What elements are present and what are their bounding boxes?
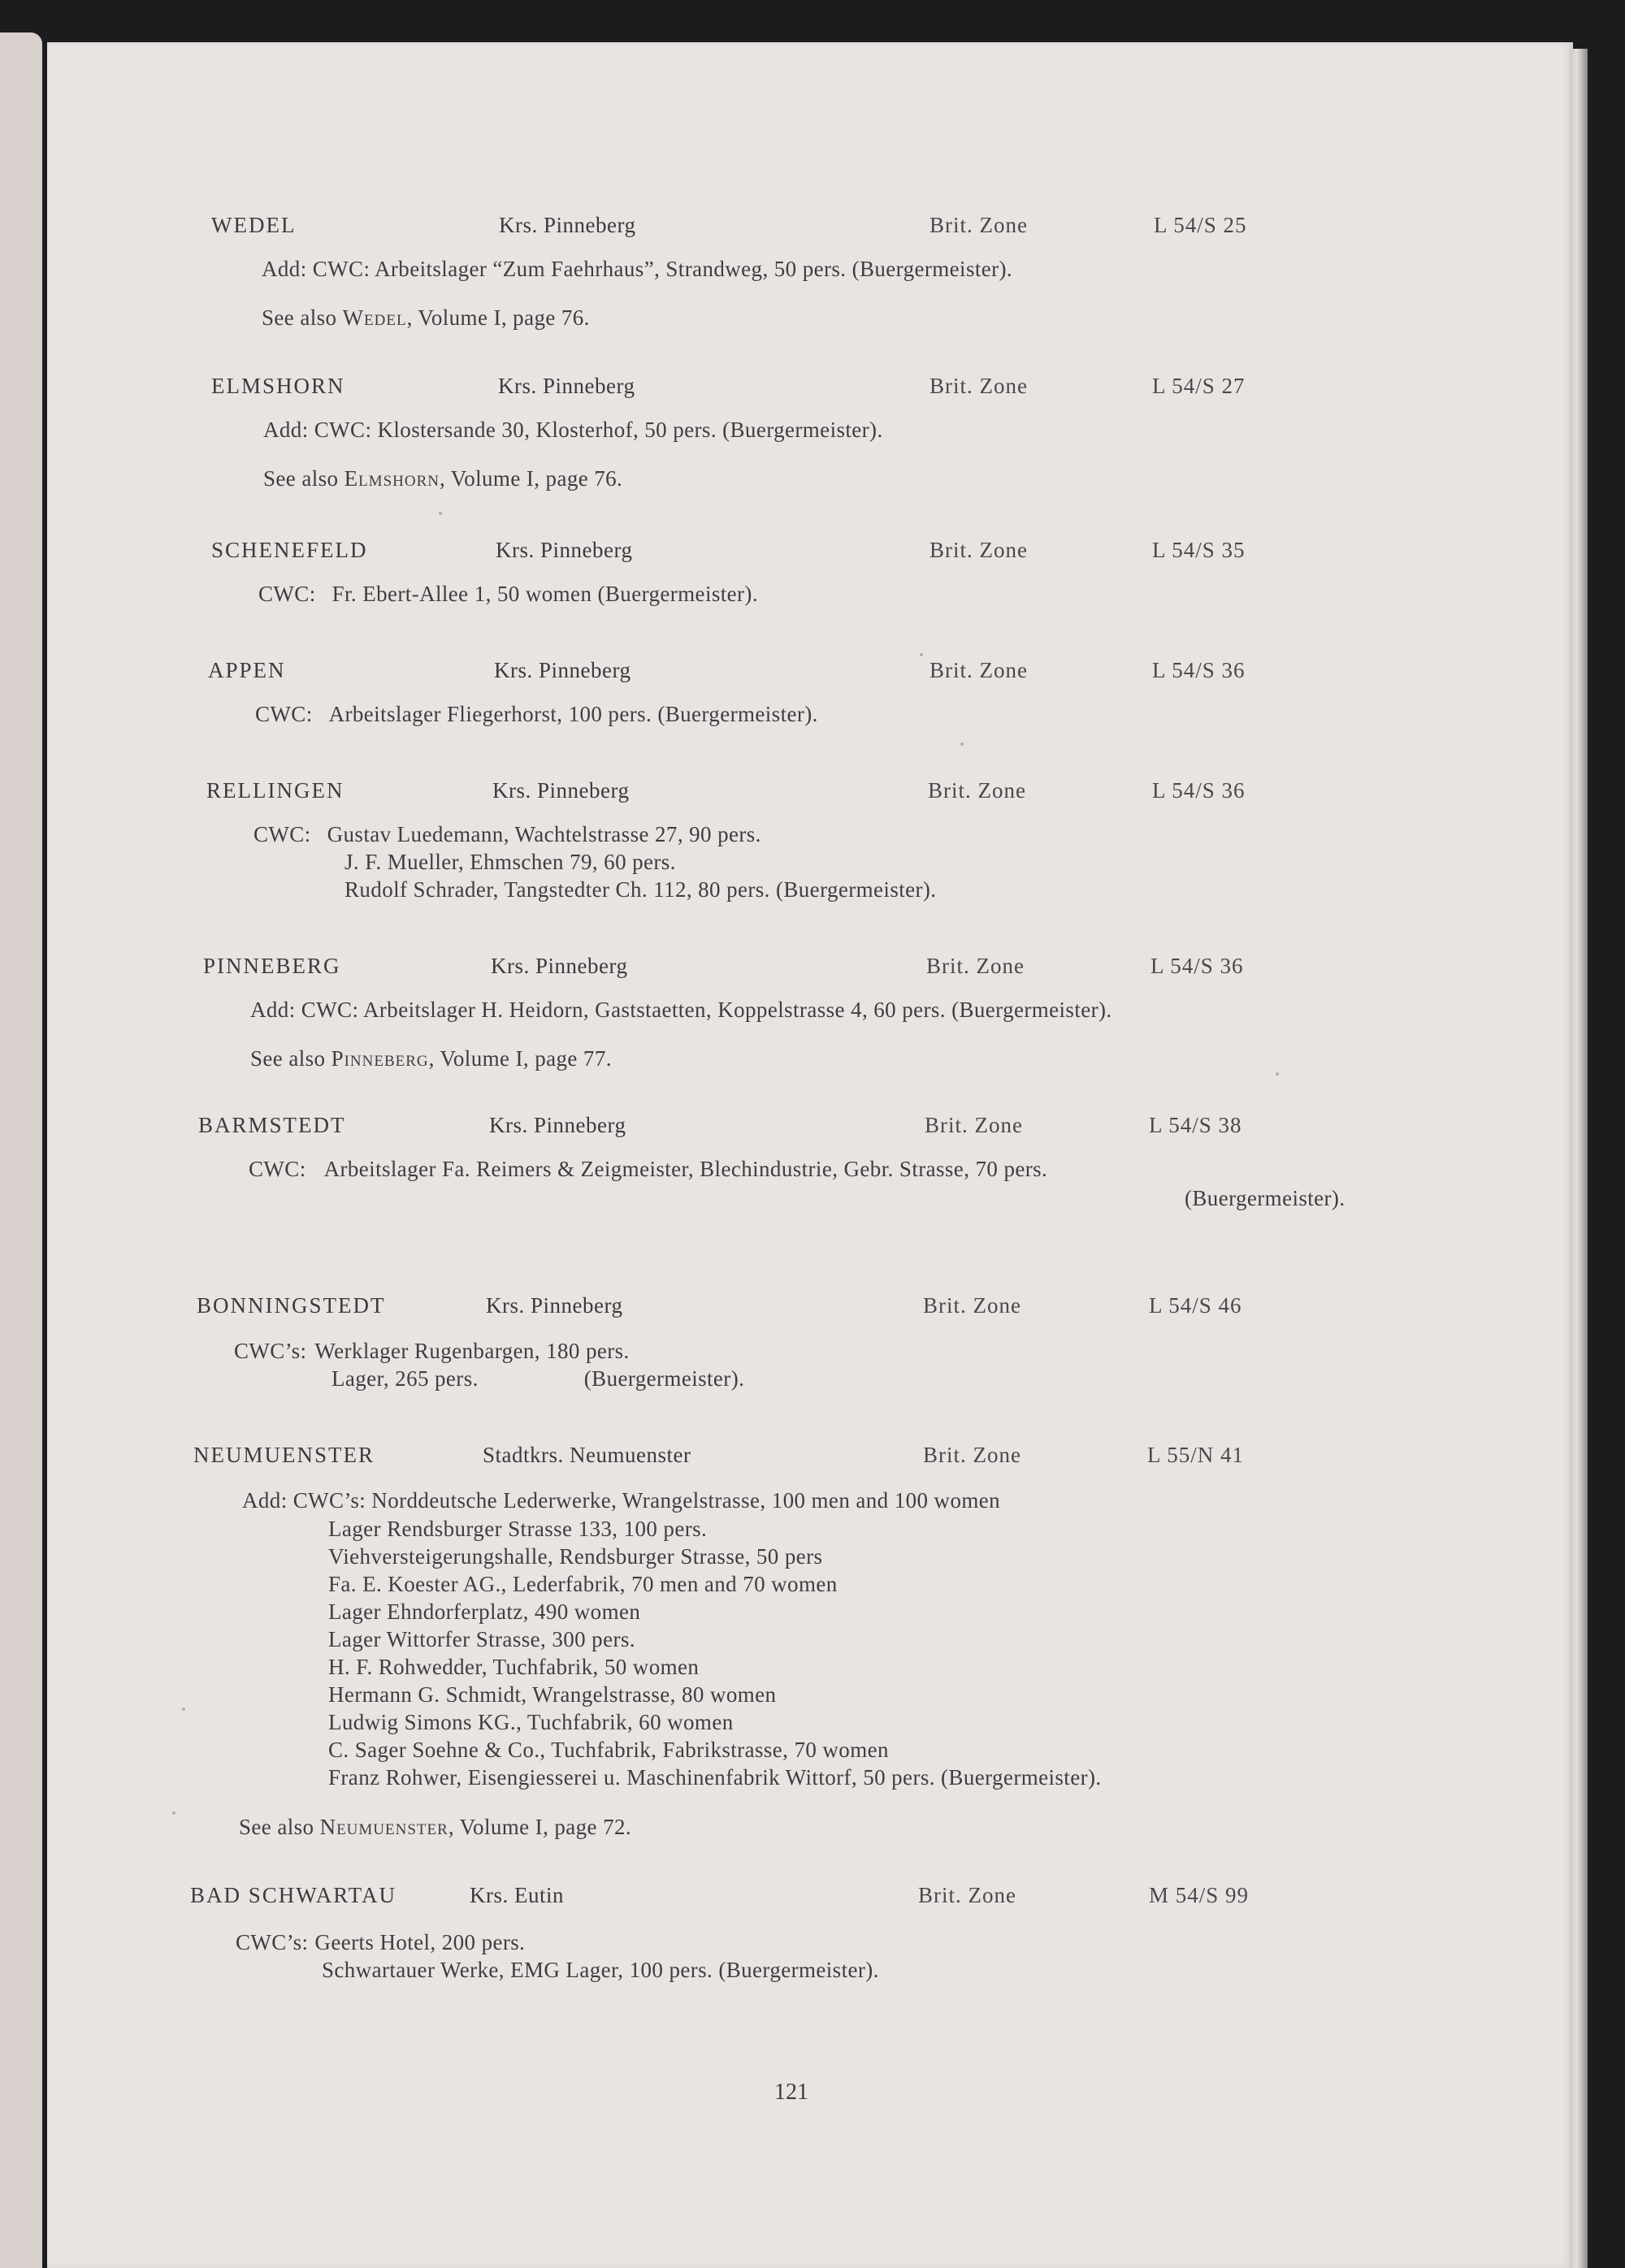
- entry-pinneberg: [47, 954, 1573, 1071]
- grid-reference: L 54/S 25: [1154, 213, 1247, 237]
- entry-line: Lager, 265 pers. (Buergermeister).: [332, 1366, 745, 1391]
- town-name: NEUMUENSTER: [193, 1443, 375, 1467]
- entry-line: CWC: Gustav Luedemann, Wachtelstrasse 27, 90 pers.: [254, 822, 761, 846]
- district: Krs. Pinneberg: [496, 538, 633, 562]
- town-name: WEDEL: [211, 213, 297, 237]
- grid-reference: L 54/S 36: [1152, 778, 1246, 803]
- paper-speck: [1276, 1072, 1279, 1076]
- grid-reference: L 54/S 35: [1152, 538, 1246, 562]
- grid-reference: L 55/N 41: [1147, 1443, 1244, 1467]
- see-also-line: See also Neumuenster, Volume I, page 72.: [239, 1815, 632, 1839]
- paper-speck: [172, 1811, 176, 1815]
- zone: Brit. Zone: [923, 1443, 1021, 1467]
- zone: Brit. Zone: [928, 778, 1026, 803]
- entry-header: [47, 1113, 1573, 1145]
- entry-line: CWC’s: Geerts Hotel, 200 pers.: [236, 1930, 526, 1954]
- town-name: ELMSHORN: [211, 374, 345, 398]
- entry-line: J. F. Mueller, Ehmschen 79, 60 pers.: [344, 850, 676, 874]
- entry-line: CWC: Arbeitslager Fliegerhorst, 100 pers. (Buergermeister).: [255, 702, 818, 726]
- grid-reference: M 54/S 99: [1149, 1883, 1250, 1907]
- entry-barmstedt: [47, 1113, 1573, 1210]
- zone: Brit. Zone: [918, 1883, 1016, 1907]
- document-page: [47, 42, 1573, 2268]
- entry-bonningstedt: [47, 1293, 1573, 1391]
- entry-header: [47, 778, 1573, 811]
- entry-line: Lager Wittorfer Strasse, 300 pers.: [328, 1627, 635, 1651]
- entry-line: Schwartauer Werke, EMG Lager, 100 pers. (Buergermeister).: [322, 1958, 879, 1982]
- entry-line: C. Sager Soehne & Co., Tuchfabrik, Fabrikstrasse, 70 women: [328, 1738, 889, 1762]
- district: Krs. Pinneberg: [498, 374, 635, 398]
- see-also-line: See also Pinneberg, Volume I, page 77.: [250, 1046, 612, 1071]
- entry-line: Rudolf Schrader, Tangstedter Ch. 112, 80 pers. (Buergermeister).: [344, 877, 937, 902]
- entry-elmshorn: [47, 374, 1573, 491]
- entry-header: [47, 658, 1573, 690]
- entry-header: [47, 1883, 1573, 1915]
- entry-line: (Buergermeister).: [1185, 1186, 1346, 1210]
- entry-line: Viehversteigerungshalle, Rendsburger Strasse, 50 pers: [328, 1544, 823, 1569]
- district: Krs. Pinneberg: [494, 658, 631, 682]
- zone: Brit. Zone: [926, 954, 1025, 978]
- entry-line: Add: CWC’s: Norddeutsche Lederwerke, Wrangelstrasse, 100 men and 100 women: [242, 1488, 1001, 1513]
- district: Krs. Pinneberg: [489, 1113, 626, 1137]
- zone: Brit. Zone: [923, 1293, 1021, 1318]
- zone: Brit. Zone: [930, 213, 1028, 237]
- zone: Brit. Zone: [930, 658, 1028, 682]
- entry-wedel: [47, 213, 1573, 330]
- grid-reference: L 54/S 36: [1152, 658, 1246, 682]
- district: Krs. Eutin: [470, 1883, 564, 1907]
- district: Krs. Pinneberg: [499, 213, 636, 237]
- paper-speck: [439, 512, 442, 515]
- entry-line: Hermann G. Schmidt, Wrangelstrasse, 80 women: [328, 1682, 777, 1707]
- entry-line: Add: CWC: Klostersande 30, Klosterhof, 50 pers. (Buergermeister).: [263, 418, 883, 442]
- paper-speck: [960, 742, 964, 746]
- entry-header: [47, 1293, 1573, 1326]
- page-number: 121: [774, 2080, 808, 2105]
- district: Krs. Pinneberg: [492, 778, 630, 803]
- town-name: APPEN: [208, 658, 286, 682]
- left-page-edge: [0, 32, 42, 2268]
- town-name: PINNEBERG: [203, 954, 341, 978]
- entry-header: [47, 954, 1573, 986]
- paper-speck: [182, 1707, 185, 1711]
- grid-reference: L 54/S 46: [1149, 1293, 1242, 1318]
- entry-line: Lager Ehndorferplatz, 490 women: [328, 1599, 641, 1624]
- entry-rellingen: [47, 778, 1573, 902]
- entry-line: CWC: Arbeitslager Fa. Reimers & Zeigmeister, Blechindustrie, Gebr. Strasse, 70 pers.: [249, 1157, 1048, 1181]
- town-name: BARMSTEDT: [198, 1113, 346, 1137]
- town-name: BONNINGSTEDT: [197, 1293, 386, 1318]
- town-name: SCHENEFELD: [211, 538, 368, 562]
- entry-bad-schwartau: [47, 1883, 1573, 1982]
- entry-neumuenster: [47, 1443, 1573, 1839]
- entry-appen: [47, 658, 1573, 726]
- district: Krs. Pinneberg: [491, 954, 628, 978]
- town-name: RELLINGEN: [206, 778, 344, 803]
- zone: Brit. Zone: [930, 538, 1028, 562]
- page-stack-edge: [1570, 49, 1588, 2268]
- see-also-line: See also Elmshorn, Volume I, page 76.: [263, 466, 623, 491]
- zone: Brit. Zone: [930, 374, 1028, 398]
- town-name: BAD SCHWARTAU: [190, 1883, 396, 1907]
- entry-header: [47, 538, 1573, 570]
- entry-line: Add: CWC: Arbeitslager H. Heidorn, Gaststaetten, Koppelstrasse 4, 60 pers. (Buergermeister).: [250, 998, 1112, 1022]
- grid-reference: L 54/S 36: [1150, 954, 1244, 978]
- district: Stadtkrs. Neumuenster: [483, 1443, 691, 1467]
- district: Krs. Pinneberg: [486, 1293, 623, 1318]
- entry-line: H. F. Rohwedder, Tuchfabrik, 50 women: [328, 1655, 700, 1679]
- entry-line: Add: CWC: Arbeitslager “Zum Faehrhaus”, Strandweg, 50 pers. (Buergermeister).: [262, 257, 1013, 281]
- entry-line: CWC’s: Werklager Rugenbargen, 180 pers.: [234, 1339, 630, 1363]
- entry-line: CWC: Fr. Ebert-Allee 1, 50 women (Buergermeister).: [258, 582, 758, 606]
- paper-speck: [920, 653, 923, 656]
- entry-schenefeld: [47, 538, 1573, 606]
- grid-reference: L 54/S 38: [1149, 1113, 1242, 1137]
- entry-header: [47, 374, 1573, 406]
- entry-line: Franz Rohwer, Eisengiesserei u. Maschinenfabrik Wittorf, 50 pers. (Buergermeister).: [328, 1765, 1102, 1790]
- entry-line: Lager Rendsburger Strasse 133, 100 pers.: [328, 1517, 708, 1541]
- see-also-line: See also Wedel, Volume I, page 76.: [262, 305, 590, 330]
- zone: Brit. Zone: [925, 1113, 1023, 1137]
- grid-reference: L 54/S 27: [1152, 374, 1246, 398]
- entry-line: Ludwig Simons KG., Tuchfabrik, 60 women: [328, 1710, 734, 1734]
- entry-header: [47, 213, 1573, 245]
- entry-line: Fa. E. Koester AG., Lederfabrik, 70 men and 70 women: [328, 1572, 838, 1596]
- entry-header: [47, 1443, 1573, 1475]
